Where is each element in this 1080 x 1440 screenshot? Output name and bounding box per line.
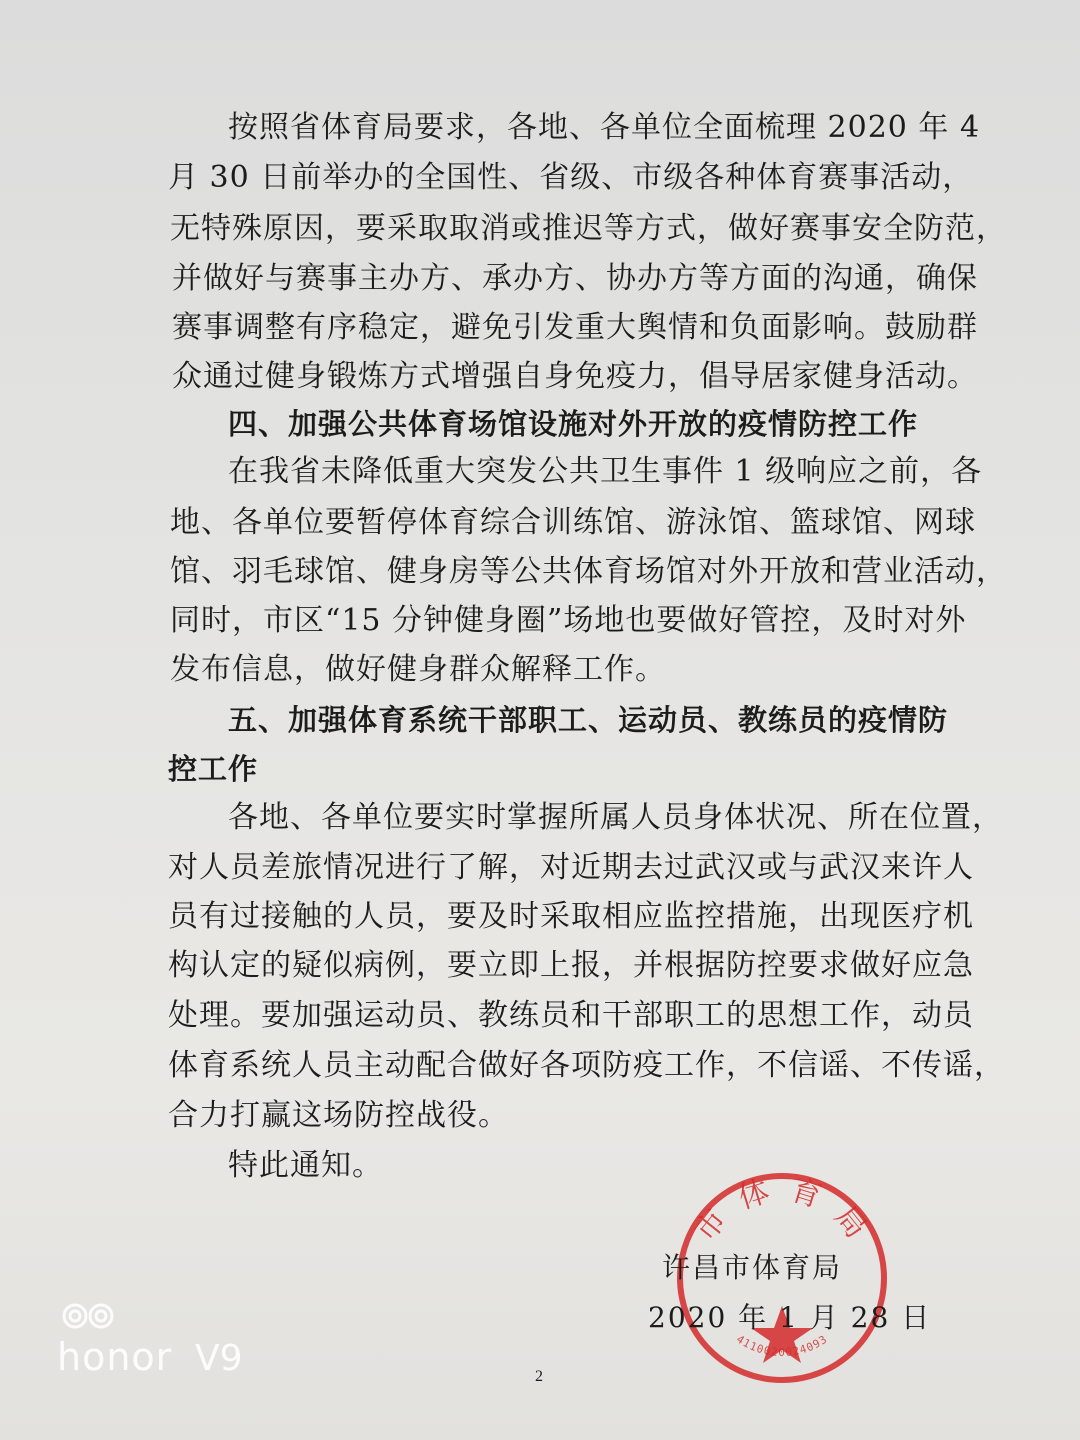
paragraph-2-line: 发布信息，做好健身群众解释工作。 — [170, 652, 666, 687]
paragraph-1-line: 月 30 日前举办的全国性、省级、市级各种体育赛事活动， — [168, 160, 974, 195]
closing-line: 特此通知。 — [228, 1148, 383, 1183]
camera-watermark — [55, 1300, 275, 1390]
page-number: 2 — [535, 1368, 543, 1385]
svg-text:honor: honor — [57, 1335, 173, 1379]
paragraph-1-line: 众通过健身锻炼方式增强自身免疫力，倡导居家健身活动。 — [172, 359, 978, 394]
paragraph-2-line: 同时，市区“15 分钟健身圈”场地也要做好管控，及时对外 — [170, 603, 967, 638]
paragraph-2-line: 在我省未降低重大突发公共卫生事件 1 级响应之前，各 — [228, 454, 983, 489]
paragraph-1-line: 按照省体育局要求，各地、各单位全面梳理 2020 年 4 — [228, 110, 981, 145]
honor-logo-icon — [55, 1300, 275, 1390]
paragraph-3-line: 体育系统人员主动配合做好各项防疫工作，不信谣、不传谣， — [168, 1048, 1005, 1083]
svg-text:4110020024093: 4110020024093 — [733, 1332, 831, 1359]
paragraph-3-line: 员有过接触的人员，要及时采取相应监控措施，出现医疗机 — [168, 899, 974, 934]
svg-text:V9: V9 — [195, 1338, 243, 1379]
paragraph-2-line: 馆、羽毛球馆、健身房等公共体育场馆对外开放和营业活动， — [170, 554, 1007, 589]
section-heading-4: 四、加强公共体育场馆设施对外开放的疫情防控工作 — [228, 407, 919, 441]
paragraph-1-line: 赛事调整有序稳定，避免引发重大舆情和负面影响。鼓励群 — [172, 310, 978, 345]
paragraph-3-line: 构认定的疑似病例，要立即上报，并根据防控要求做好应急 — [168, 948, 974, 983]
paragraph-3-line: 合力打赢这场防控战役。 — [168, 1098, 509, 1133]
paragraph-1-line: 并做好与赛事主办方、承办方、协办方等方面的沟通，确保 — [172, 261, 978, 296]
paragraph-1-line: 无特殊原因，要采取取消或推迟等方式，做好赛事安全防范， — [170, 211, 1007, 246]
signature-organization: 许昌市体育局 — [662, 1251, 843, 1284]
section-heading-5: 控工作 — [168, 752, 259, 786]
section-heading-5: 五、加强体育系统干部职工、运动员、教练员的疫情防 — [228, 703, 949, 737]
paragraph-3-line: 对人员差旅情况进行了解，对近期去过武汉或与武汉来许人 — [168, 850, 974, 885]
paragraph-3-line: 处理。要加强运动员、教练员和干部职工的思想工作，动员 — [168, 998, 974, 1033]
paragraph-2-line: 地、各单位要暂停体育综合训练馆、游泳馆、篮球馆、网球 — [170, 505, 976, 540]
paragraph-3-line: 各地、各单位要实时掌握所属人员身体状况、所在位置， — [228, 800, 1003, 835]
svg-text:市 体 育 局: 市 体 育 局 — [687, 1172, 877, 1249]
signature-date: 2020 年 1 月 28 日 — [648, 1301, 932, 1334]
